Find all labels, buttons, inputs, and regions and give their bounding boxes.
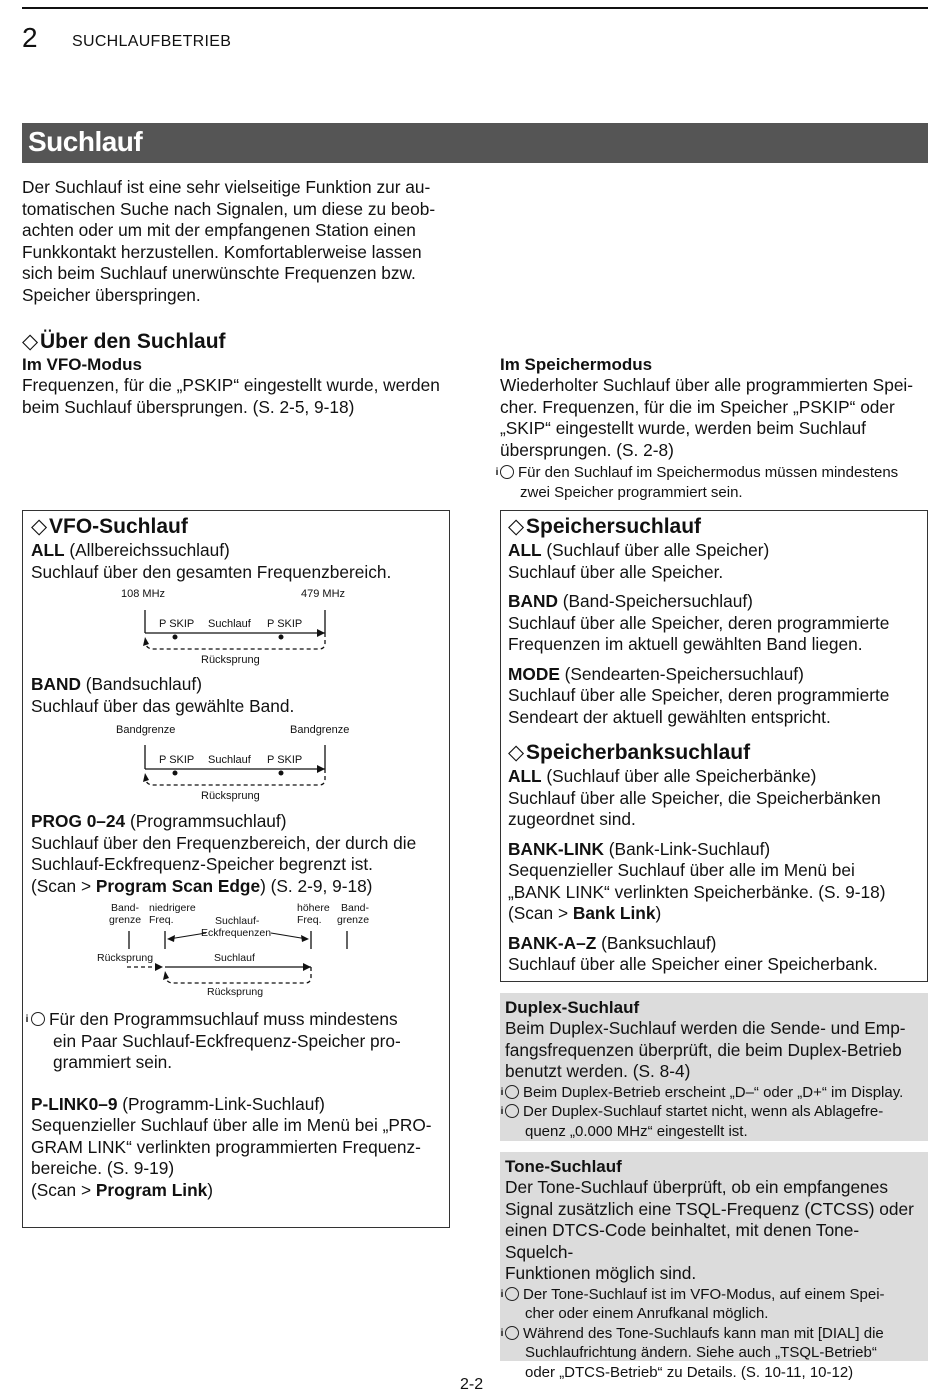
tone-title: Tone-Suchlauf <box>505 1157 622 1176</box>
svg-text:grenze: grenze <box>337 914 370 926</box>
vfo-mode-text: Frequenzen, für die „PSKIP“ eingestellt wurde, werden beim Suchlauf übersprungen. (S. 2-5, 9-18) <box>22 375 440 417</box>
vfo-mode-title: Im VFO-Modus <box>22 355 142 374</box>
info-icon: i <box>505 1326 519 1340</box>
svg-text:Freq.: Freq. <box>297 914 322 926</box>
vfo-mode-section <box>22 354 462 418</box>
scan-label: Suchlauf <box>208 618 251 630</box>
info-icon: i <box>31 1012 45 1026</box>
back-label: Rücksprung <box>201 654 260 666</box>
vfo-band-diagram <box>31 717 446 807</box>
mem-mode-title: Im Speichermodus <box>500 355 653 374</box>
prog-text: Suchlauf über den Frequenzbereich, der durch die Suchlauf-Eckfrequenz-Speicher begrenzt ist. <box>31 832 417 874</box>
vfo-prog-diagram <box>31 897 446 997</box>
mem-scan-heading: ◇Speichersuchlauf <box>508 515 702 538</box>
svg-text:Rücksprung: Rücksprung <box>207 986 264 997</box>
back-label: Rücksprung <box>201 790 260 802</box>
svg-text:grenze: grenze <box>109 914 142 926</box>
pskip-label: P SKIP <box>267 754 303 766</box>
svg-text:Band-: Band- <box>111 902 140 914</box>
info-icon: i <box>505 1287 519 1301</box>
pskip-label: P SKIP <box>159 618 195 630</box>
freq-left-label: 108 MHz <box>121 588 166 600</box>
chapter-number: 2 <box>22 22 38 53</box>
mem-mode-text: Wiederholter Suchlauf über alle programmierten Spei- cher. Frequenzen, für die im Speicher „PSKIP“ oder „SKIP“ eingestellt wurde, werden beim Suchlauf übersprungen. (S. 2-8) <box>500 375 914 460</box>
svg-text:Eckfrequenzen: Eckfrequenzen <box>201 927 272 939</box>
mem-mode-note: i Für den Suchlauf im Speichermodus müssen mindestens zwei Speicher programmiert sein. <box>495 464 899 501</box>
mem-mode-section <box>495 354 930 502</box>
diamond-icon: ◇ <box>508 741 525 764</box>
section-banner: Suchlauf <box>22 123 928 163</box>
mem-scan-content: ◇Speichersuchlauf ALL (Suchlauf über alle Speicher) Suchlauf über alle Speicher. BAND (Band-Speichersuchlauf) Suchlauf über alle Speicher, deren programmierte Frequenzen im aktuell gewählten Band liegen. MODE (Sendearten-Speichersuchlauf) Suchlauf über alle Speicher, deren programmierte Sendeart der aktuell gewählten entspricht. ◇Speicherbanksuchlauf ALL (Suchlauf über alle Speicherbänke) Suchlauf über alle Speicher, die Speicherbänken zugeordnet sind. BANK-LINK (Bank-Link-Suchlauf) Sequenzieller Suchlauf über alle im Menü bei „BANK LINK“ verlinkten Speicherbänke. (S. 9-18) (Scan > Bank Link) BANK-A–Z (Banksuchlauf) Suchlauf über alle Speicher einer Speicherbank. <box>508 514 923 976</box>
about-heading: ◇Über den Suchlauf <box>22 330 226 353</box>
diamond-icon: ◇ <box>31 515 48 538</box>
band-text: Suchlauf über das gewählte Band. <box>31 695 295 716</box>
vfo-scan-heading: ◇VFO-Suchlauf <box>31 515 188 538</box>
bank-scan-heading: ◇Speicherbanksuchlauf <box>508 741 751 764</box>
tone-content: Tone-Suchlauf Der Tone-Suchlauf überprüft, ob ein empfangenes Signal zusätzlich eine TSQL-Frequenz (CTCSS) oder einen DTCS-Code beinhaltet, mit denen Tone-Squelch- Funktionen möglich sind. i Der Tone-Suchlauf ist im VFO-Modus, auf einem Spei- cher oder einem Anrufkanal möglich. i Während des Tone-Suchlaufs kann man mit [DIAL] die Suchlaufrichtung ändern. Siehe auch „TSQL-Betrieb“ oder „DTCS-Betrieb“ zu Details. (S. 10-11, 10-12) <box>505 1156 925 1382</box>
band-edge-right-label: Bandgrenze <box>290 724 350 736</box>
chapter-title: SUCHLAUFBETRIEB <box>72 33 232 50</box>
diamond-icon: ◇ <box>22 330 39 353</box>
info-icon: i <box>500 465 514 479</box>
svg-text:niedrigere: niedrigere <box>149 902 196 914</box>
pskip-label: P SKIP <box>159 754 195 766</box>
diamond-icon: ◇ <box>508 515 525 538</box>
intro-paragraph: Der Suchlauf ist eine sehr vielseitige Funktion zur au- tomatischen Suche nach Signalen, um diese zu beob- achten oder um mit der empfangenen Station einen Funkkontakt herzustellen. Komfortablerweise lassen sich beim Suchlauf unerwünschte Frequenzen bzw. Speicher überspringen. <box>22 177 436 305</box>
svg-text:Band-: Band- <box>341 902 370 914</box>
prog-label: PROG 0–24 <box>31 811 126 831</box>
band-edge-left-label: Bandgrenze <box>116 724 176 736</box>
all-label: ALL <box>31 540 65 560</box>
prog-scan-path: (Scan > Program Scan Edge) (S. 2-9, 9-18) <box>31 875 373 896</box>
all-text: Suchlauf über den gesamten Frequenzbereich. <box>31 561 392 582</box>
header-rule <box>22 7 928 9</box>
duplex-content: Duplex-Suchlauf Beim Duplex-Suchlauf werden die Sende- und Emp- fangsfrequenzen überprüft, die beim Duplex-Betrieb benutzt werden. (S. 8-4) i Beim Duplex-Betrieb erscheint „D–“ oder „D+“ im Display. i Der Duplex-Suchlauf startet nicht, wenn als Ablagefre- quenz „0.000 MHz“ eingestellt ist. <box>505 997 925 1141</box>
vfo-scan-content: ◇VFO-Suchlauf ALL (Allbereichssuchlauf) Suchlauf über den gesamten Frequenzbereich. 108 MHz 479 MHz P SKIP Suchlauf P SKIP Rücksprung BAND (Bandsuchlauf) Suchlauf über das gewählte Band. Bandgrenze Bandgrenze P SKIP Suchlauf P SKIP Rücksprung PROG 0–24 (Programmsuchlauf) Suchlauf über den Frequenzbereich, der durch die Suchlauf-Eckfrequenz-Speicher begrenzt ist. (Scan > Program Scan Edge) (S. 2-9, 9-18) Band- grenze niedrigere Freq. Suchlauf- Eckfrequenzen höhere Freq. Band- grenze Rücksprung Suchlauf Rücksprung i Für den Programmsuchlauf muss mindestens ein Paar Suchlauf-Eckfrequenz-Speicher pro- grammiert sein. P-LINK0–9 (Programm-Link-Suchlauf) Sequenzieller Suchlauf über alle im Menü bei „PRO- GRAM LINK“ verlinkten programmierten Frequenz- bereiche. (S. 9-19) (Scan > Program Link) <box>31 514 446 1201</box>
info-icon: i <box>505 1104 519 1118</box>
pskip-label: P SKIP <box>267 618 303 630</box>
plink-text: Sequenzieller Suchlauf über alle im Menü bei „PRO- GRAM LINK“ verlinkten programmierten Frequenz- bereiche. (S. 9-19) <box>31 1115 432 1178</box>
svg-text:Rücksprung: Rücksprung <box>97 952 154 964</box>
svg-text:Suchlauf-: Suchlauf- <box>215 915 260 927</box>
duplex-title: Duplex-Suchlauf <box>505 998 640 1017</box>
freq-right-label: 479 MHz <box>301 588 346 600</box>
prog-note: i Für den Programmsuchlauf muss mindestens ein Paar Suchlauf-Eckfrequenz-Speicher pro- grammiert sein. <box>25 1009 401 1072</box>
band-label: BAND <box>31 674 81 694</box>
page-number: 2-2 <box>460 1376 484 1393</box>
svg-text:höhere: höhere <box>297 902 330 914</box>
info-icon: i <box>505 1085 519 1099</box>
scan-label: Suchlauf <box>208 754 251 766</box>
plink-label: P-LINK0–9 <box>31 1093 118 1114</box>
svg-text:Freq.: Freq. <box>149 914 174 926</box>
vfo-all-diagram <box>31 583 446 668</box>
svg-text:Suchlauf: Suchlauf <box>214 952 255 964</box>
plink-scan-path: (Scan > Program Link) <box>31 1179 214 1200</box>
